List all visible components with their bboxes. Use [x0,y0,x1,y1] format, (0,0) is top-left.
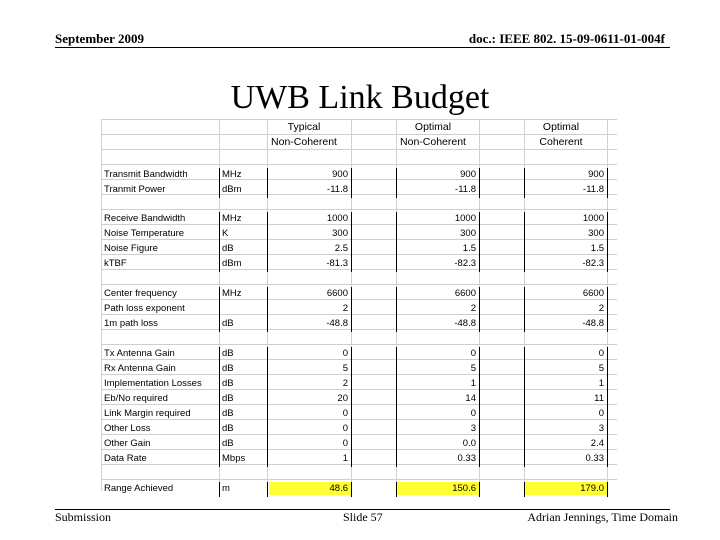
column-header-line2: Non-Coherent [271,136,337,148]
grid-line [101,209,617,210]
row-value: 0 [598,408,604,419]
row-unit: dB [222,438,234,449]
row-value: 6600 [582,288,604,299]
table-border [351,347,352,467]
header-rule [55,47,670,48]
row-value: 1000 [582,213,604,224]
row-label: Other Gain [104,438,151,449]
row-value: 48.6 [329,483,348,494]
grid-line [101,239,617,240]
row-value: 0.33 [585,453,604,464]
header-date: September 2009 [55,31,144,46]
row-value: 1 [470,378,476,389]
row-unit: dB [222,348,234,359]
row-label: kTBF [104,258,127,269]
row-label: Data Rate [104,453,147,464]
row-value: 5 [470,363,476,374]
column-header-line1: Typical [287,121,321,133]
header-doc-id: doc.: IEEE 802. 15-09-0611-01-004f [468,31,665,46]
row-value: 6600 [326,288,348,299]
row-label: Rx Antenna Gain [104,363,176,374]
row-value: 900 [332,169,348,180]
grid-line [101,164,617,165]
row-value: 11 [594,393,604,404]
row-value: 900 [460,169,476,180]
table-border [219,287,220,332]
row-label: Eb/No required [104,393,168,404]
row-label: Other Loss [104,423,151,434]
grid-line [101,269,617,270]
column-header-line2: Coherent [539,136,583,148]
row-value: 179.0 [580,483,604,494]
grid-line [101,434,617,435]
grid-line [101,329,617,330]
row-value: -48.8 [582,318,604,329]
row-unit: dB [222,318,234,329]
row-value: 0 [470,348,476,359]
column-header-line1: Optimal [414,121,452,133]
row-value: 3 [470,423,476,434]
row-value: 300 [460,228,476,239]
row-unit: dB [222,423,234,434]
grid-line [101,299,617,300]
column-header-line1: Optimal [542,121,580,133]
row-value: 20 [337,393,348,404]
row-label: Implementation Losses [104,378,202,389]
row-value: 1 [598,378,604,389]
row-unit: dB [222,243,234,254]
row-value: 0 [342,408,348,419]
row-value: -82.3 [454,258,476,269]
row-value: 2 [342,378,348,389]
row-label: Path loss exponent [104,303,185,314]
row-unit: MHz [222,169,242,180]
row-label: 1m path loss [104,318,158,329]
row-value: 2 [342,303,348,314]
row-value: -81.3 [326,258,348,269]
row-value: 2 [598,303,604,314]
row-value: 0.33 [457,453,476,464]
grid-line [101,479,617,480]
row-value: 1.5 [590,243,604,254]
table-border [479,347,480,467]
row-unit: m [222,483,230,494]
row-value: 300 [588,228,604,239]
grid-line [101,359,617,360]
row-unit: K [222,228,229,239]
row-value: 900 [588,169,604,180]
row-value: 150.6 [452,483,476,494]
row-label: Link Margin required [104,408,191,419]
footer-submission: Submission [55,510,112,524]
grid-line [101,449,617,450]
row-label: Range Achieved [104,483,174,494]
table-border [607,482,608,497]
row-value: 0 [470,408,476,419]
grid-line [101,464,617,465]
row-label: Noise Figure [104,243,158,254]
grid-line [101,374,617,375]
row-label: Tranmit Power [104,184,166,195]
grid-line [101,134,617,135]
grid-line [101,314,617,315]
grid-line [101,404,617,405]
link-budget-table [101,119,617,497]
column-header-line2: Non-Coherent [400,136,466,148]
row-value: -11.8 [455,184,476,195]
row-value: 300 [332,228,348,239]
row-value: 6600 [454,288,476,299]
row-value: 0.0 [462,438,476,449]
table-border [479,482,480,497]
row-unit: dB [222,393,234,404]
row-label: Transmit Bandwidth [104,169,188,180]
table-border [351,482,352,497]
table-border [607,347,608,467]
table-border [351,168,352,198]
row-value: 1000 [326,213,348,224]
grid-line [101,419,617,420]
table-border [479,212,480,272]
grid-line [101,389,617,390]
table-border [219,168,220,198]
table-border [479,168,480,198]
row-value: 2.4 [590,438,604,449]
footer-slide-number: Slide 57 [343,510,383,524]
table-border [607,287,608,332]
row-unit: MHz [222,288,242,299]
grid-line [101,149,617,150]
table-border [219,347,220,467]
row-unit: dB [222,363,234,374]
row-value: 2.5 [334,243,348,254]
row-unit: dB [222,378,234,389]
row-unit: dB [222,408,234,419]
row-value: 1 [342,453,348,464]
row-value: 0 [598,348,604,359]
grid-line [101,254,617,255]
grid-line [101,284,617,285]
row-value: 1.5 [462,243,476,254]
grid-line [101,344,617,345]
row-value: 2 [470,303,476,314]
row-value: 14 [465,393,476,404]
row-value: 1000 [454,213,476,224]
row-value: 0 [342,438,348,449]
row-value: -48.8 [326,318,348,329]
grid-line [101,119,102,491]
row-unit: dBm [222,184,242,195]
row-value: 0 [342,423,348,434]
table-border [479,287,480,332]
row-value: 5 [598,363,604,374]
slide-title: UWB Link Budget [230,79,490,116]
table-border [607,212,608,272]
table-border [219,482,220,497]
table-border [219,212,220,272]
row-value: -82.3 [582,258,604,269]
row-value: 0 [342,348,348,359]
row-label: Center frequency [104,288,177,299]
table-border [351,287,352,332]
row-unit: MHz [222,213,242,224]
row-unit: dBm [222,258,242,269]
row-label: Tx Antenna Gain [104,348,175,359]
row-value: -11.8 [583,184,604,195]
row-value: -11.8 [327,184,348,195]
row-unit: Mbps [222,453,246,464]
row-value: 3 [598,423,604,434]
grid-line [101,119,617,120]
grid-line [101,224,617,225]
table-border [607,168,608,198]
row-label: Receive Bandwidth [104,213,186,224]
row-value: 5 [342,363,348,374]
footer-author: Adrian Jennings, Time Domain [527,510,678,524]
row-value: -48.8 [454,318,476,329]
row-label: Noise Temperature [104,228,185,239]
table-border [351,212,352,272]
